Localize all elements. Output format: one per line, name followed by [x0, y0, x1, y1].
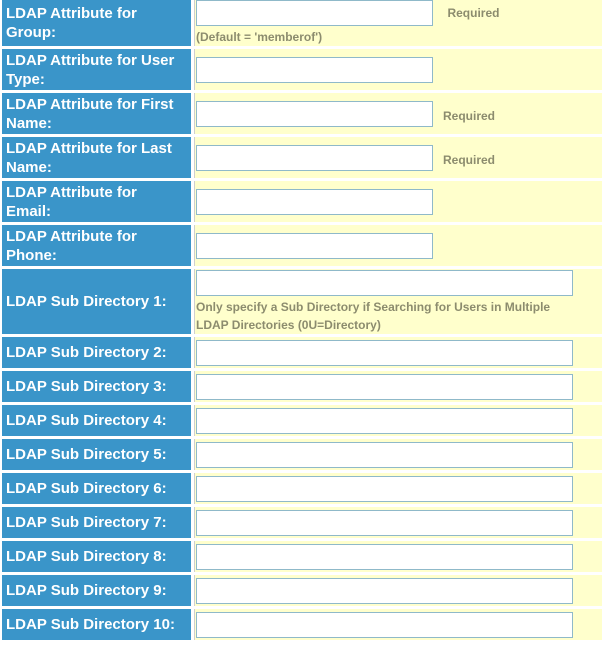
- row-sub-directory-4: [2, 405, 602, 436]
- row-sub-directory-5: [2, 439, 602, 470]
- label-user-type-line1: LDAP Attribute for User: [6, 51, 175, 69]
- phone-attribute-input[interactable]: [196, 233, 433, 259]
- label-sub-directory-7: LDAP Sub Directory 7:: [2, 507, 191, 538]
- cell-sub-directory-6: [194, 473, 602, 504]
- sub-directory-7-input[interactable]: [196, 510, 573, 536]
- cell-sub-directory-7: [194, 507, 602, 538]
- label-sub-directory-4: LDAP Sub Directory 4:: [2, 405, 191, 436]
- row-group: [2, 0, 602, 46]
- label-phone-line1: LDAP Attribute for: [6, 227, 137, 245]
- cell-sub-directory-2: [194, 337, 602, 368]
- label-phone-line2: Phone:: [6, 246, 57, 264]
- sub-directory-1-input[interactable]: [196, 270, 573, 296]
- group-default-note: (Default = 'memberof'): [196, 30, 323, 44]
- label-first-name-line2: Name:: [6, 114, 52, 132]
- cell-sub-directory-9: [194, 575, 602, 606]
- label-last-name-line1: LDAP Attribute for Last: [6, 139, 172, 157]
- row-first-name: [2, 93, 602, 134]
- label-sub-directory-6: LDAP Sub Directory 6:: [2, 473, 191, 504]
- label-sub-directory-8: LDAP Sub Directory 8:: [2, 541, 191, 572]
- sub-directory-6-input[interactable]: [196, 476, 573, 502]
- label-group: [2, 0, 191, 46]
- sub-directory-8-input[interactable]: [196, 544, 573, 570]
- row-phone: [2, 225, 602, 266]
- cell-group: [194, 0, 602, 46]
- label-group-line1: LDAP Attribute for: [6, 5, 137, 22]
- last-name-attribute-input[interactable]: [196, 145, 433, 171]
- cell-email: [194, 181, 602, 222]
- label-phone: [2, 225, 191, 266]
- label-sub-directory-2: LDAP Sub Directory 2:: [2, 337, 191, 368]
- cell-last-name: [194, 137, 602, 178]
- cell-sub-directory-5: [194, 439, 602, 470]
- row-user-type: [2, 49, 602, 90]
- row-sub-directory-7: [2, 507, 602, 538]
- cell-first-name: [194, 93, 602, 134]
- label-last-name: [2, 137, 191, 178]
- label-first-name: [2, 93, 191, 134]
- sub-directory-9-input[interactable]: [196, 578, 573, 604]
- label-sub-directory-9: LDAP Sub Directory 9:: [2, 575, 191, 606]
- row-sub-directory-1: [2, 269, 602, 334]
- label-user-type-line2: Type:: [6, 70, 45, 88]
- label-last-name-line2: Name:: [6, 158, 52, 176]
- user-type-attribute-input[interactable]: [196, 57, 433, 83]
- label-sub-directory-1: LDAP Sub Directory 1:: [2, 269, 191, 334]
- required-indicator-last-name: Required: [443, 152, 496, 167]
- sub-directory-4-input[interactable]: [196, 408, 573, 434]
- row-last-name: [2, 137, 602, 178]
- sub-directory-note-line1: Only specify a Sub Directory if Searching for Users in Multiple: [196, 299, 551, 314]
- email-attribute-input[interactable]: [196, 189, 433, 215]
- label-first-name-line1: LDAP Attribute for First: [6, 95, 174, 113]
- label-sub-directory-10: LDAP Sub Directory 10:: [2, 609, 191, 640]
- cell-sub-directory-1: [194, 269, 602, 334]
- label-user-type: [2, 49, 191, 90]
- required-indicator-first-name: Required: [443, 108, 496, 123]
- row-sub-directory-6: [2, 473, 602, 504]
- sub-directory-5-input[interactable]: [196, 442, 573, 468]
- row-sub-directory-10: [2, 609, 602, 640]
- cell-sub-directory-3: [194, 371, 602, 402]
- sub-directory-3-input[interactable]: [196, 374, 573, 400]
- cell-sub-directory-4: [194, 405, 602, 436]
- label-email-line2: Email:: [6, 202, 52, 220]
- group-attribute-input[interactable]: [196, 0, 433, 26]
- sub-directory-note-line2: LDAP Directories (0U=Directory): [196, 317, 381, 332]
- label-sub-directory-3: LDAP Sub Directory 3:: [2, 371, 191, 402]
- label-group-line2: Group:: [6, 24, 56, 41]
- cell-sub-directory-8: [194, 541, 602, 572]
- label-sub-directory-5: LDAP Sub Directory 5:: [2, 439, 191, 470]
- label-email: [2, 181, 191, 222]
- label-email-line1: LDAP Attribute for: [6, 183, 137, 201]
- row-email: [2, 181, 602, 222]
- row-sub-directory-2: [2, 337, 602, 368]
- sub-directory-10-input[interactable]: [196, 612, 573, 638]
- required-indicator-group: Required: [447, 6, 500, 20]
- row-sub-directory-9: [2, 575, 602, 606]
- first-name-attribute-input[interactable]: [196, 101, 433, 127]
- cell-phone: [194, 225, 602, 266]
- cell-user-type: [194, 49, 602, 90]
- row-sub-directory-8: [2, 541, 602, 572]
- sub-directory-2-input[interactable]: [196, 340, 573, 366]
- cell-sub-directory-10: [194, 609, 602, 640]
- row-sub-directory-3: [2, 371, 602, 402]
